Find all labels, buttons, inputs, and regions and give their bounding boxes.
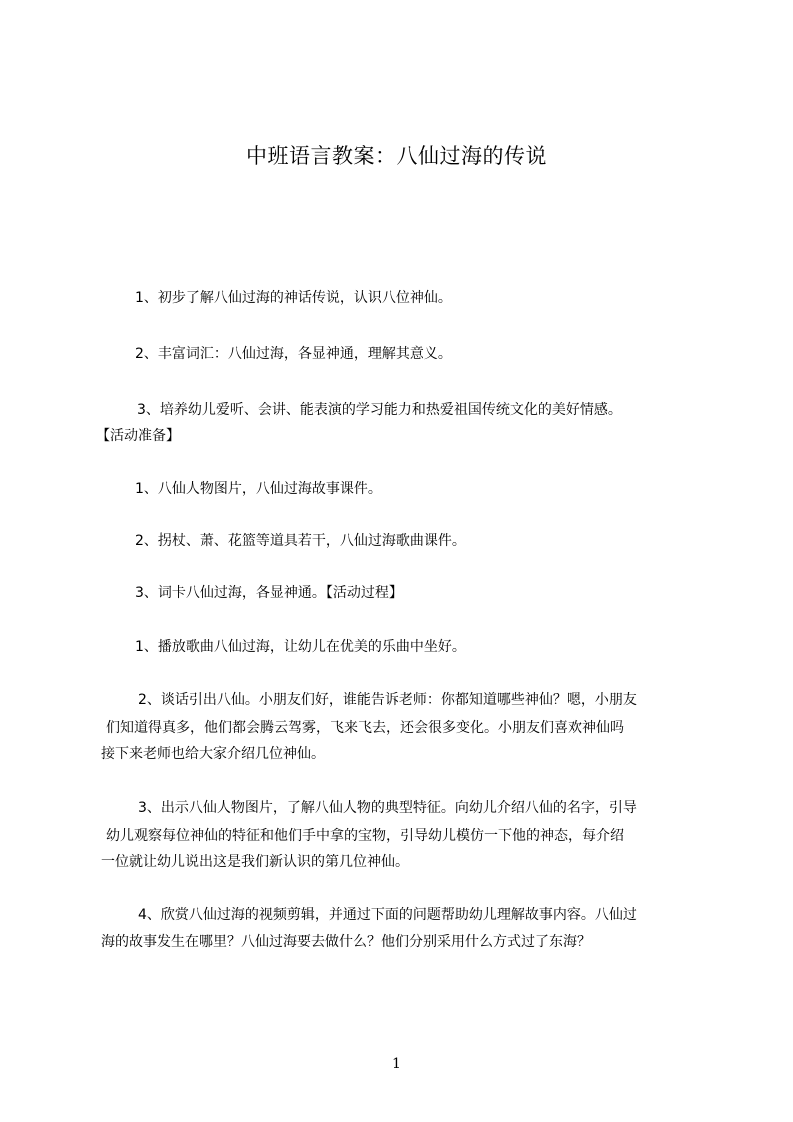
paragraph-goal-3 (137, 397, 622, 423)
paragraph-line: 接下来老师也给大家介绍几位神仙。 (101, 746, 325, 762)
paragraph-goal-1 (135, 285, 452, 311)
paragraph-process-2-cont (106, 715, 624, 741)
paragraph-line: 2、谈话引出八仙。小朋友们好，谁能告诉老师：你都知道哪些神仙？嗯，小朋友 (138, 692, 637, 708)
paragraph-prep-3 (135, 580, 403, 606)
paragraph-process-4-cont (101, 929, 591, 955)
page-title: 中班语言教案：八仙过海的传说 (246, 144, 547, 168)
paragraph-process-1 (135, 634, 466, 660)
paragraph-line: 1、初步了解八仙过海的神话传说，认识八位神仙。 (135, 290, 452, 306)
paragraph-line: 1、八仙人物图片，八仙过海故事课件。 (135, 481, 382, 497)
paragraph-line: 3、培养幼儿爱听、会讲、能表演的学习能力和热爱祖国传统文化的美好情感。 (137, 402, 622, 418)
paragraph-line: 2、丰富词汇：八仙过海，各显神通，理解其意义。 (135, 346, 452, 362)
paragraph-process-3 (138, 795, 637, 821)
paragraph-line: 2、拐杖、萧、花篮等道具若干，八仙过海歌曲课件。 (135, 533, 466, 549)
paragraph-goal-2 (135, 341, 452, 367)
section-heading-preparation (96, 423, 180, 449)
paragraph-line: 3、词卡八仙过海，各显神通。【活动过程】 (135, 585, 403, 601)
paragraph-line: 4、欣赏八仙过海的视频剪辑，并通过下面的问题帮助幼儿理解故事内容。八仙过 (138, 907, 637, 923)
paragraph-process-2 (138, 687, 637, 713)
paragraph-line: 一位就让幼儿说出这是我们新认识的第几位神仙。 (101, 854, 409, 870)
page-number: 1 (392, 1056, 401, 1072)
paragraph-process-2-cont (101, 741, 325, 767)
paragraph-line: 【活动准备】 (96, 428, 180, 444)
paragraph-line: 1、播放歌曲八仙过海，让幼儿在优美的乐曲中坐好。 (135, 639, 466, 655)
paragraph-process-3-cont (101, 849, 409, 875)
paragraph-line: 海的故事发生在哪里？八仙过海要去做什么？他们分别采用什么方式过了东海？ (101, 934, 591, 950)
paragraph-line: 幼儿观察每位神仙的特征和他们手中拿的宝物，引导幼儿模仿一下他的神态，每介绍 (106, 828, 624, 844)
paragraph-prep-1 (135, 476, 382, 502)
paragraph-prep-2 (135, 528, 466, 554)
paragraph-process-4 (138, 902, 637, 928)
paragraph-process-3-cont (106, 823, 624, 849)
paragraph-line: 们知道得真多，他们都会腾云驾雾，飞来飞去，还会很多变化。小朋友们喜欢神仙吗 (106, 720, 624, 736)
paragraph-line: 3、出示八仙人物图片，了解八仙人物的典型特征。向幼儿介绍八仙的名字，引导 (138, 800, 637, 816)
